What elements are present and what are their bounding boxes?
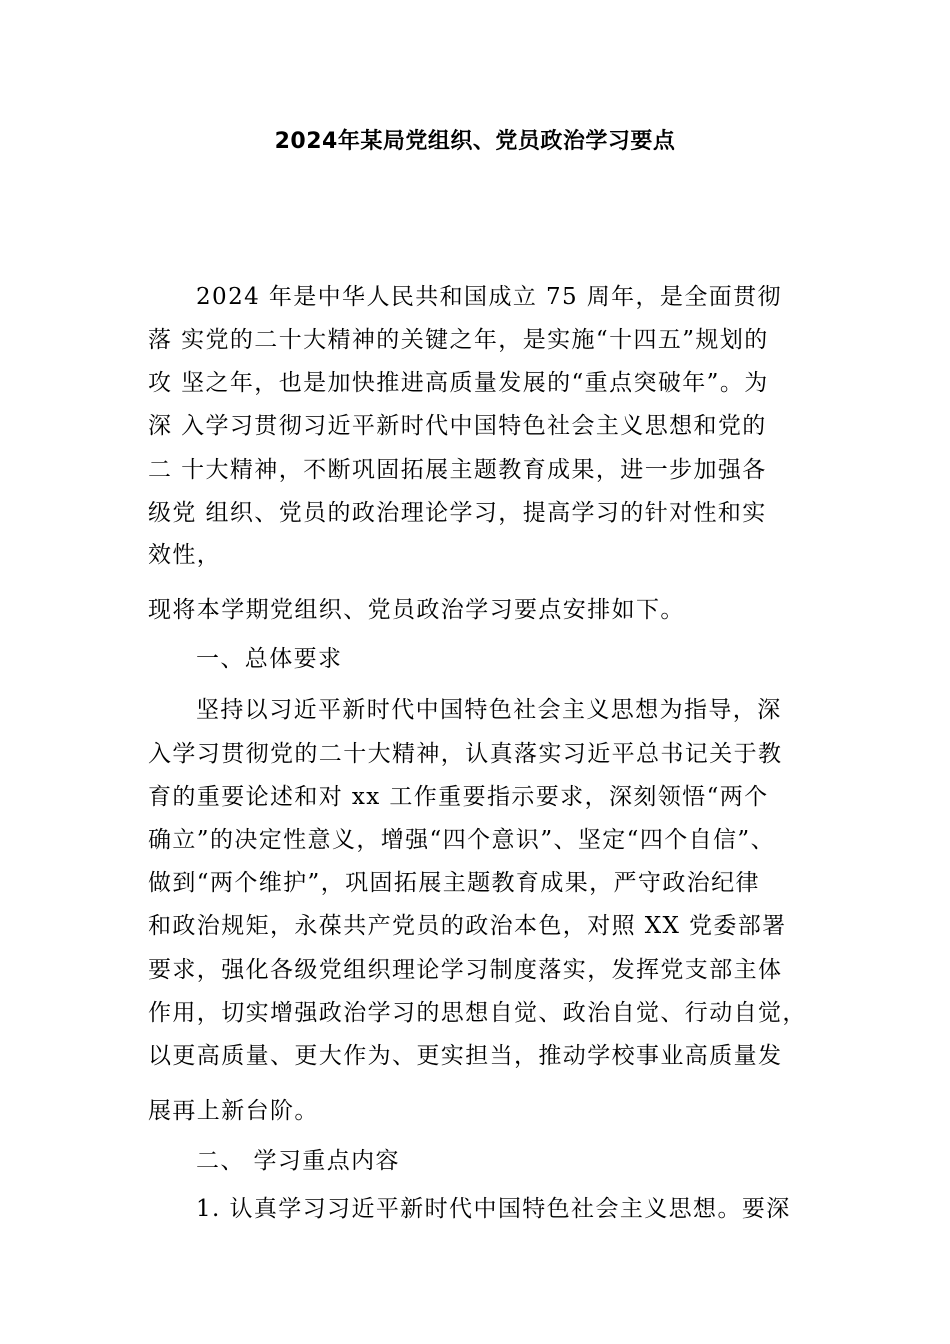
section1-line-8: 作用，切实增强政治学习的思想自觉、政治自觉、行动自觉， bbox=[148, 1000, 807, 1026]
section1-line-4: 确立”的决定性意义，增强“四个意识”、坚定“四个自信”、 bbox=[148, 827, 775, 853]
arrangement-line: 现将本学期党组织、党员政治学习要点安排如下。 bbox=[148, 597, 685, 623]
section1-line-1: 坚持以习近平新时代中国特色社会主义思想为指导，深 bbox=[196, 697, 782, 723]
intro-line-7: 效性， bbox=[148, 542, 222, 568]
document-title: 2024年某局党组织、党员政治学习要点 bbox=[274, 129, 676, 154]
section1-line-7: 要求，强化各级党组织理论学习制度落实，发挥党支部主体 bbox=[148, 957, 783, 983]
section1-line-10: 展再上新台阶。 bbox=[148, 1098, 319, 1124]
section-heading-overall-requirements: 一、总体要求 bbox=[196, 646, 343, 672]
section1-line-2: 入学习贯彻党的二十大精神，认真落实习近平总书记关于教 bbox=[148, 741, 783, 767]
intro-line-2: 落 实党的二十大精神的关键之年，是实施“十四五”规划的 bbox=[148, 327, 769, 353]
section1-line-5: 做到“两个维护”，巩固拓展主题教育成果，严守政治纪律 bbox=[148, 870, 760, 896]
intro-line-3: 攻 坚之年，也是加快推进高质量发展的“重点突破年”。为 bbox=[148, 370, 769, 396]
section1-line-6: 和政治规矩，永葆共产党员的政治本色，对照 XX 党委部署 bbox=[148, 913, 787, 939]
section2-line-1: 1. 认真学习习近平新时代中国特色社会主义思想。要深 bbox=[196, 1196, 791, 1222]
intro-line-5: 二 十大精神，不断巩固拓展主题教育成果，进一步加强各 bbox=[148, 457, 767, 483]
intro-line-1: 2024 年是中华人民共和国成立 75 周年，是全面贯彻 bbox=[196, 284, 782, 310]
section1-line-9: 以更高质量、更大作为、更实担当，推动学校事业高质量发 bbox=[148, 1043, 783, 1069]
intro-line-4: 深 入学习贯彻习近平新时代中国特色社会主义思想和党的 bbox=[148, 413, 767, 439]
section-heading-key-content: 二、 学习重点内容 bbox=[196, 1148, 400, 1174]
section1-line-3: 育的重要论述和对 xx 工作重要指示要求，深刻领悟“两个 bbox=[148, 784, 769, 810]
intro-line-6: 级党 组织、党员的政治理论学习，提高学习的针对性和实 bbox=[148, 500, 767, 526]
